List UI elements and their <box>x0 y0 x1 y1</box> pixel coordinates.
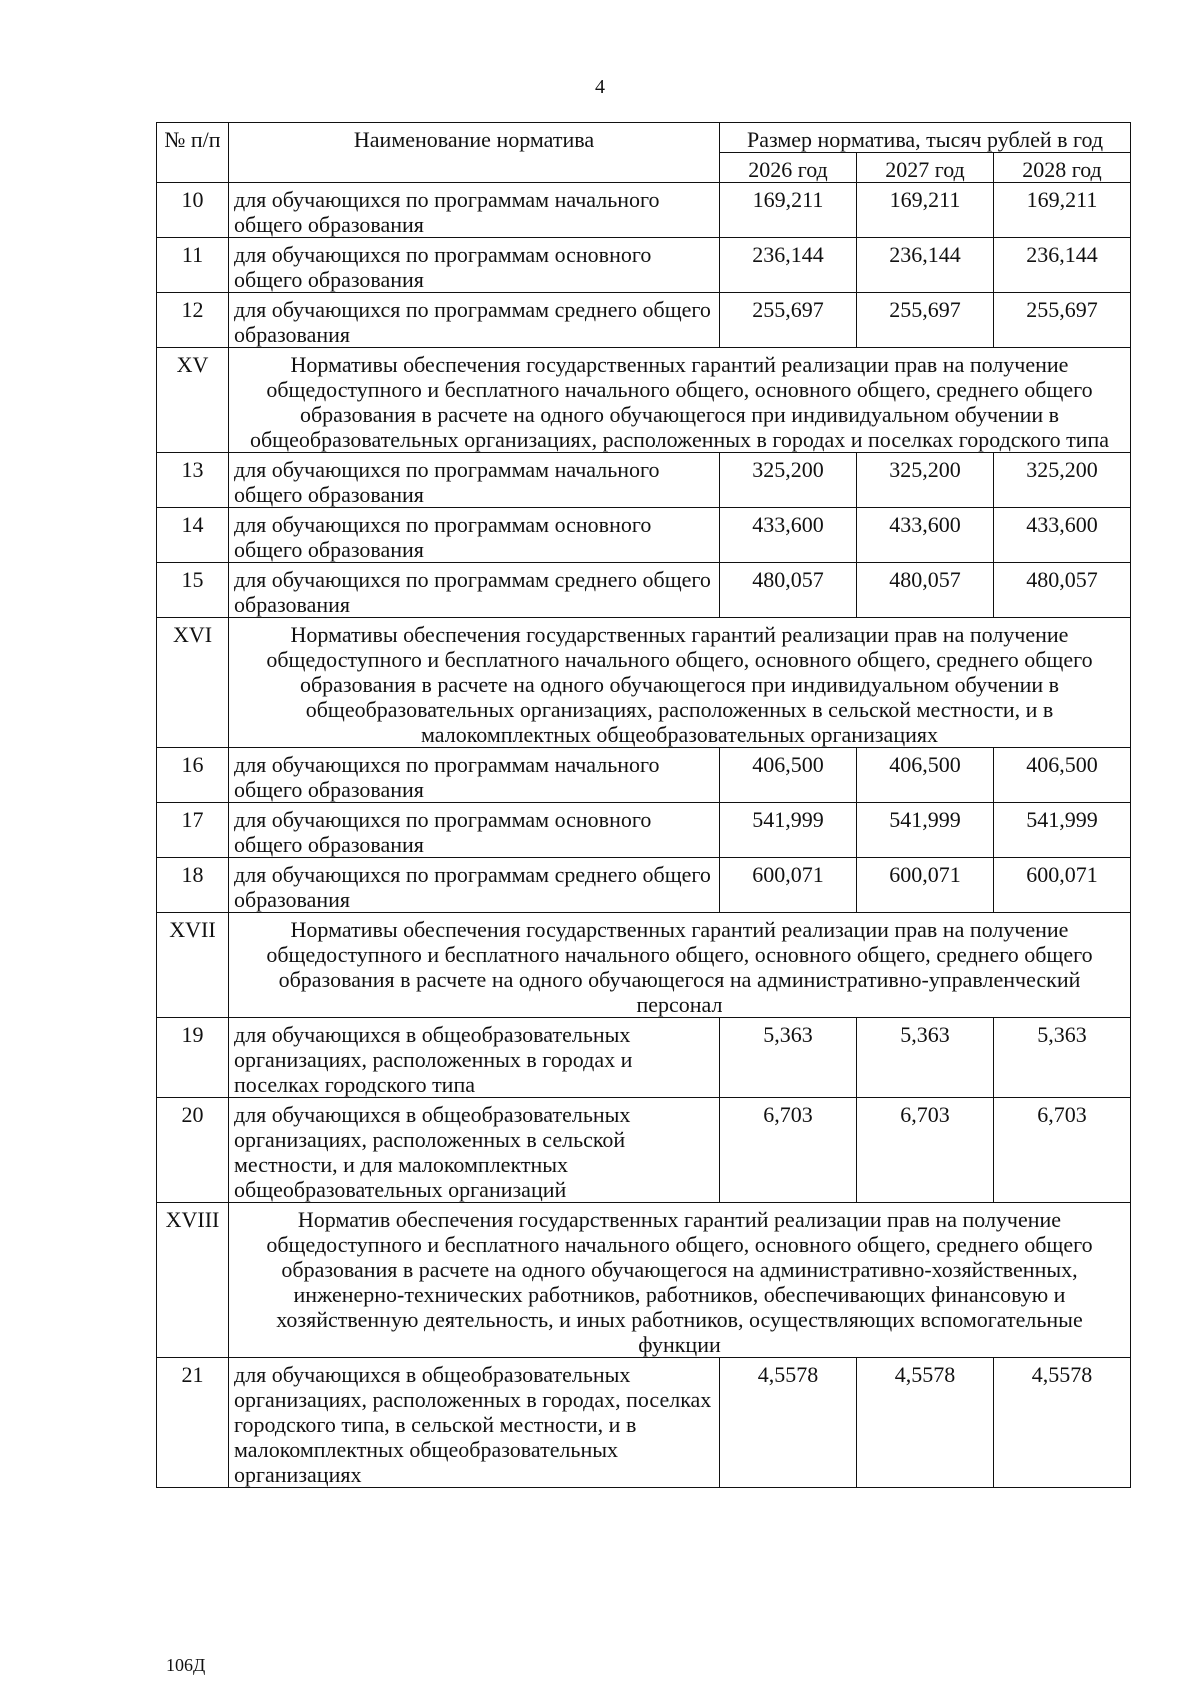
section-title: Нормативы обеспечения государственных гарантий реализации прав на получение общедоступного и бесплатного начального общего, основного общего, среднего общего образования в расчете на одного обучающегося на административно-управленческий персонал <box>229 913 1131 1018</box>
table-row <box>157 1018 1131 1098</box>
value-2026: 433,600 <box>720 508 857 563</box>
value-2027: 325,200 <box>857 453 994 508</box>
value-2026: 6,703 <box>720 1098 857 1203</box>
value-2027: 406,500 <box>857 748 994 803</box>
value-2027: 433,600 <box>857 508 994 563</box>
value-2027: 541,999 <box>857 803 994 858</box>
row-number: 15 <box>157 563 229 618</box>
header-name: Наименование норматива <box>229 123 720 183</box>
row-number: 11 <box>157 238 229 293</box>
value-2026: 325,200 <box>720 453 857 508</box>
section-row <box>157 1203 1131 1358</box>
table-row <box>157 238 1131 293</box>
row-number: 20 <box>157 1098 229 1203</box>
row-number: 18 <box>157 858 229 913</box>
row-number: 13 <box>157 453 229 508</box>
header-year-2026: 2026 год <box>720 153 857 183</box>
value-2028: 5,363 <box>994 1018 1131 1098</box>
row-number: 16 <box>157 748 229 803</box>
value-2028: 433,600 <box>994 508 1131 563</box>
table-row <box>157 293 1131 348</box>
value-2028: 6,703 <box>994 1098 1131 1203</box>
value-2027: 236,144 <box>857 238 994 293</box>
value-2028: 4,5578 <box>994 1358 1131 1488</box>
value-2026: 541,999 <box>720 803 857 858</box>
row-name: для обучающихся в общеобразовательных организациях, расположенных в городах и поселках городского типа <box>229 1018 720 1098</box>
value-2028: 236,144 <box>994 238 1131 293</box>
value-2028: 325,200 <box>994 453 1131 508</box>
row-name: для обучающихся в общеобразовательных организациях, расположенных в городах, поселках городского типа, в сельской местности, и в малокомплектных общеобразовательных организациях <box>229 1358 720 1488</box>
page-number: 4 <box>595 76 605 98</box>
header-size: Размер норматива, тысяч рублей в год <box>720 123 1131 153</box>
header-year-2027: 2027 год <box>857 153 994 183</box>
table-row <box>157 803 1131 858</box>
section-number: XV <box>157 348 229 453</box>
row-number: 17 <box>157 803 229 858</box>
table-row <box>157 1358 1131 1488</box>
normatives-table <box>156 122 1131 1488</box>
table-row <box>157 1098 1131 1203</box>
table-row <box>157 563 1131 618</box>
section-title: Норматив обеспечения государственных гарантий реализации прав на получение общедоступного и бесплатного начального общего, основного общего, среднего общего образования в расчете на одного обучающегося на административно-хозяйственных, инженерно-технических работников, работников, обеспечивающих финансовую и хозяйственную деятельность, и иных работников, осуществляющих вспомогательные функции <box>229 1203 1131 1358</box>
header-number: № п/п <box>157 123 229 183</box>
value-2026: 169,211 <box>720 183 857 238</box>
table-row <box>157 453 1131 508</box>
table-row <box>157 858 1131 913</box>
section-row <box>157 913 1131 1018</box>
table-row <box>157 508 1131 563</box>
value-2028: 169,211 <box>994 183 1131 238</box>
row-name: для обучающихся по программам начального общего образования <box>229 748 720 803</box>
value-2028: 600,071 <box>994 858 1131 913</box>
row-number: 14 <box>157 508 229 563</box>
document-code: 106Д <box>166 1655 206 1675</box>
header-year-2028: 2028 год <box>994 153 1131 183</box>
value-2026: 236,144 <box>720 238 857 293</box>
value-2028: 541,999 <box>994 803 1131 858</box>
table-row <box>157 748 1131 803</box>
value-2026: 600,071 <box>720 858 857 913</box>
value-2027: 480,057 <box>857 563 994 618</box>
row-name: для обучающихся по программам начального общего образования <box>229 183 720 238</box>
row-name: для обучающихся по программам начального общего образования <box>229 453 720 508</box>
value-2027: 5,363 <box>857 1018 994 1098</box>
row-name: для обучающихся по программам среднего общего образования <box>229 563 720 618</box>
row-number: 21 <box>157 1358 229 1488</box>
value-2026: 480,057 <box>720 563 857 618</box>
row-name: для обучающихся по программам основного общего образования <box>229 803 720 858</box>
section-number: XVII <box>157 913 229 1018</box>
row-name: для обучающихся по программам основного общего образования <box>229 508 720 563</box>
value-2027: 255,697 <box>857 293 994 348</box>
value-2028: 255,697 <box>994 293 1131 348</box>
row-name: для обучающихся по программам среднего общего образования <box>229 293 720 348</box>
value-2027: 4,5578 <box>857 1358 994 1488</box>
section-row <box>157 618 1131 748</box>
table-body <box>157 183 1131 1488</box>
row-number: 12 <box>157 293 229 348</box>
section-title: Нормативы обеспечения государственных гарантий реализации прав на получение общедоступного и бесплатного начального общего, основного общего, среднего общего образования в расчете на одного обучающегося при индивидуальном обучении в общеобразовательных организациях, расположенных в городах и поселках городского типа <box>229 348 1131 453</box>
section-title: Нормативы обеспечения государственных гарантий реализации прав на получение общедоступного и бесплатного начального общего, основного общего, среднего общего образования в расчете на одного обучающегося при индивидуальном обучении в общеобразовательных организациях, расположенных в сельской местности, и в малокомплектных общеобразовательных организациях <box>229 618 1131 748</box>
row-number: 10 <box>157 183 229 238</box>
section-number: XVIII <box>157 1203 229 1358</box>
value-2027: 6,703 <box>857 1098 994 1203</box>
table-header-row <box>157 123 1131 153</box>
table-row <box>157 183 1131 238</box>
row-name: для обучающихся по программам основного общего образования <box>229 238 720 293</box>
row-name: для обучающихся по программам среднего общего образования <box>229 858 720 913</box>
value-2027: 600,071 <box>857 858 994 913</box>
value-2026: 406,500 <box>720 748 857 803</box>
row-number: 19 <box>157 1018 229 1098</box>
value-2028: 406,500 <box>994 748 1131 803</box>
row-name: для обучающихся в общеобразовательных организациях, расположенных в сельской местности, и для малокомплектных общеобразовательных организаций <box>229 1098 720 1203</box>
value-2026: 5,363 <box>720 1018 857 1098</box>
section-row <box>157 348 1131 453</box>
section-number: XVI <box>157 618 229 748</box>
value-2028: 480,057 <box>994 563 1131 618</box>
value-2026: 4,5578 <box>720 1358 857 1488</box>
value-2027: 169,211 <box>857 183 994 238</box>
value-2026: 255,697 <box>720 293 857 348</box>
